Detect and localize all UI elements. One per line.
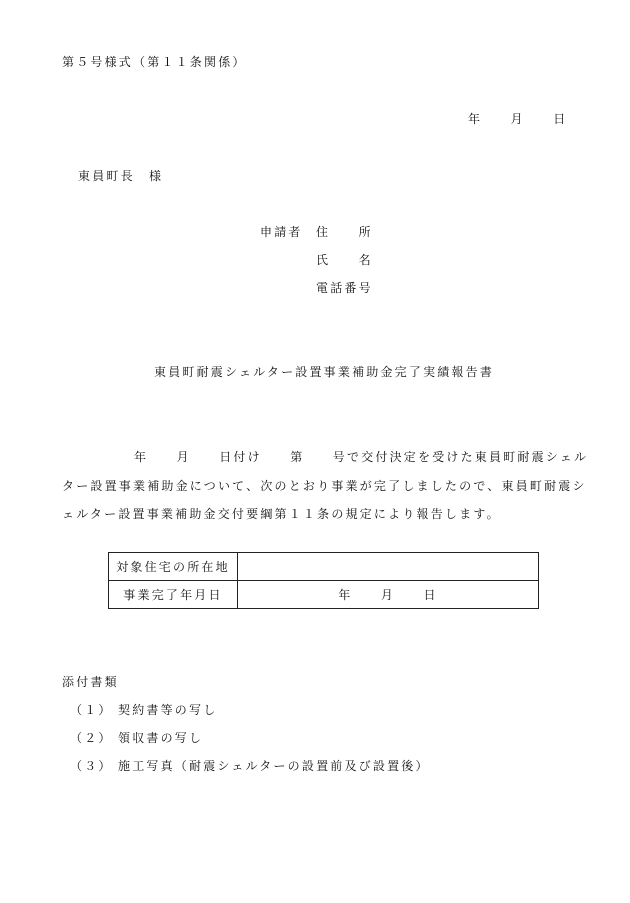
- submission-date: 年 月 日: [468, 112, 568, 126]
- attachment-number: （２）: [70, 731, 113, 745]
- applicant-phone-label: 電話番号: [316, 281, 373, 295]
- applicant-name-label: 氏 名: [316, 253, 373, 267]
- attachment-number: （３）: [70, 759, 113, 773]
- table-row: [109, 553, 539, 581]
- completion-date-label: 事業完了年月日: [109, 581, 238, 609]
- recipient: 東員町長 様: [78, 169, 164, 183]
- applicant-label: 申請者: [260, 225, 303, 239]
- document-title: 東員町耐震シェルター設置事業補助金完了実績報告書: [154, 365, 495, 379]
- body-text-line: ェルター設置事業補助金交付要綱第１１条の規定により報告します。: [62, 507, 501, 521]
- table-row: [109, 581, 539, 609]
- attachment-item: [70, 729, 203, 746]
- attachment-text: 領収書の写し: [118, 731, 204, 745]
- attachment-text: 施工写真（耐震シェルターの設置前及び設置後）: [118, 759, 430, 773]
- applicant-address-label: 住 所: [316, 225, 373, 239]
- attachment-text: 契約書等の写し: [118, 703, 218, 717]
- body-text-line: ター設置事業補助金について、次のとおり事業が完了しましたので、東員町耐震シ: [62, 479, 587, 493]
- attachments-heading: 添付書類: [62, 675, 119, 689]
- body-text-line: 年 月 日付け 第 号で交付決定を受けた東員町耐震シェル: [134, 450, 589, 464]
- attachment-item: [70, 701, 217, 718]
- property-location-value: [238, 553, 539, 581]
- attachment-number: （１）: [70, 703, 113, 717]
- attachment-item: [70, 757, 430, 774]
- completion-date-value: 年 月 日: [238, 581, 539, 609]
- property-location-label: 対象住宅の所在地: [109, 553, 238, 581]
- info-table: [108, 552, 539, 609]
- form-number: 第５号様式（第１１条関係）: [62, 55, 247, 69]
